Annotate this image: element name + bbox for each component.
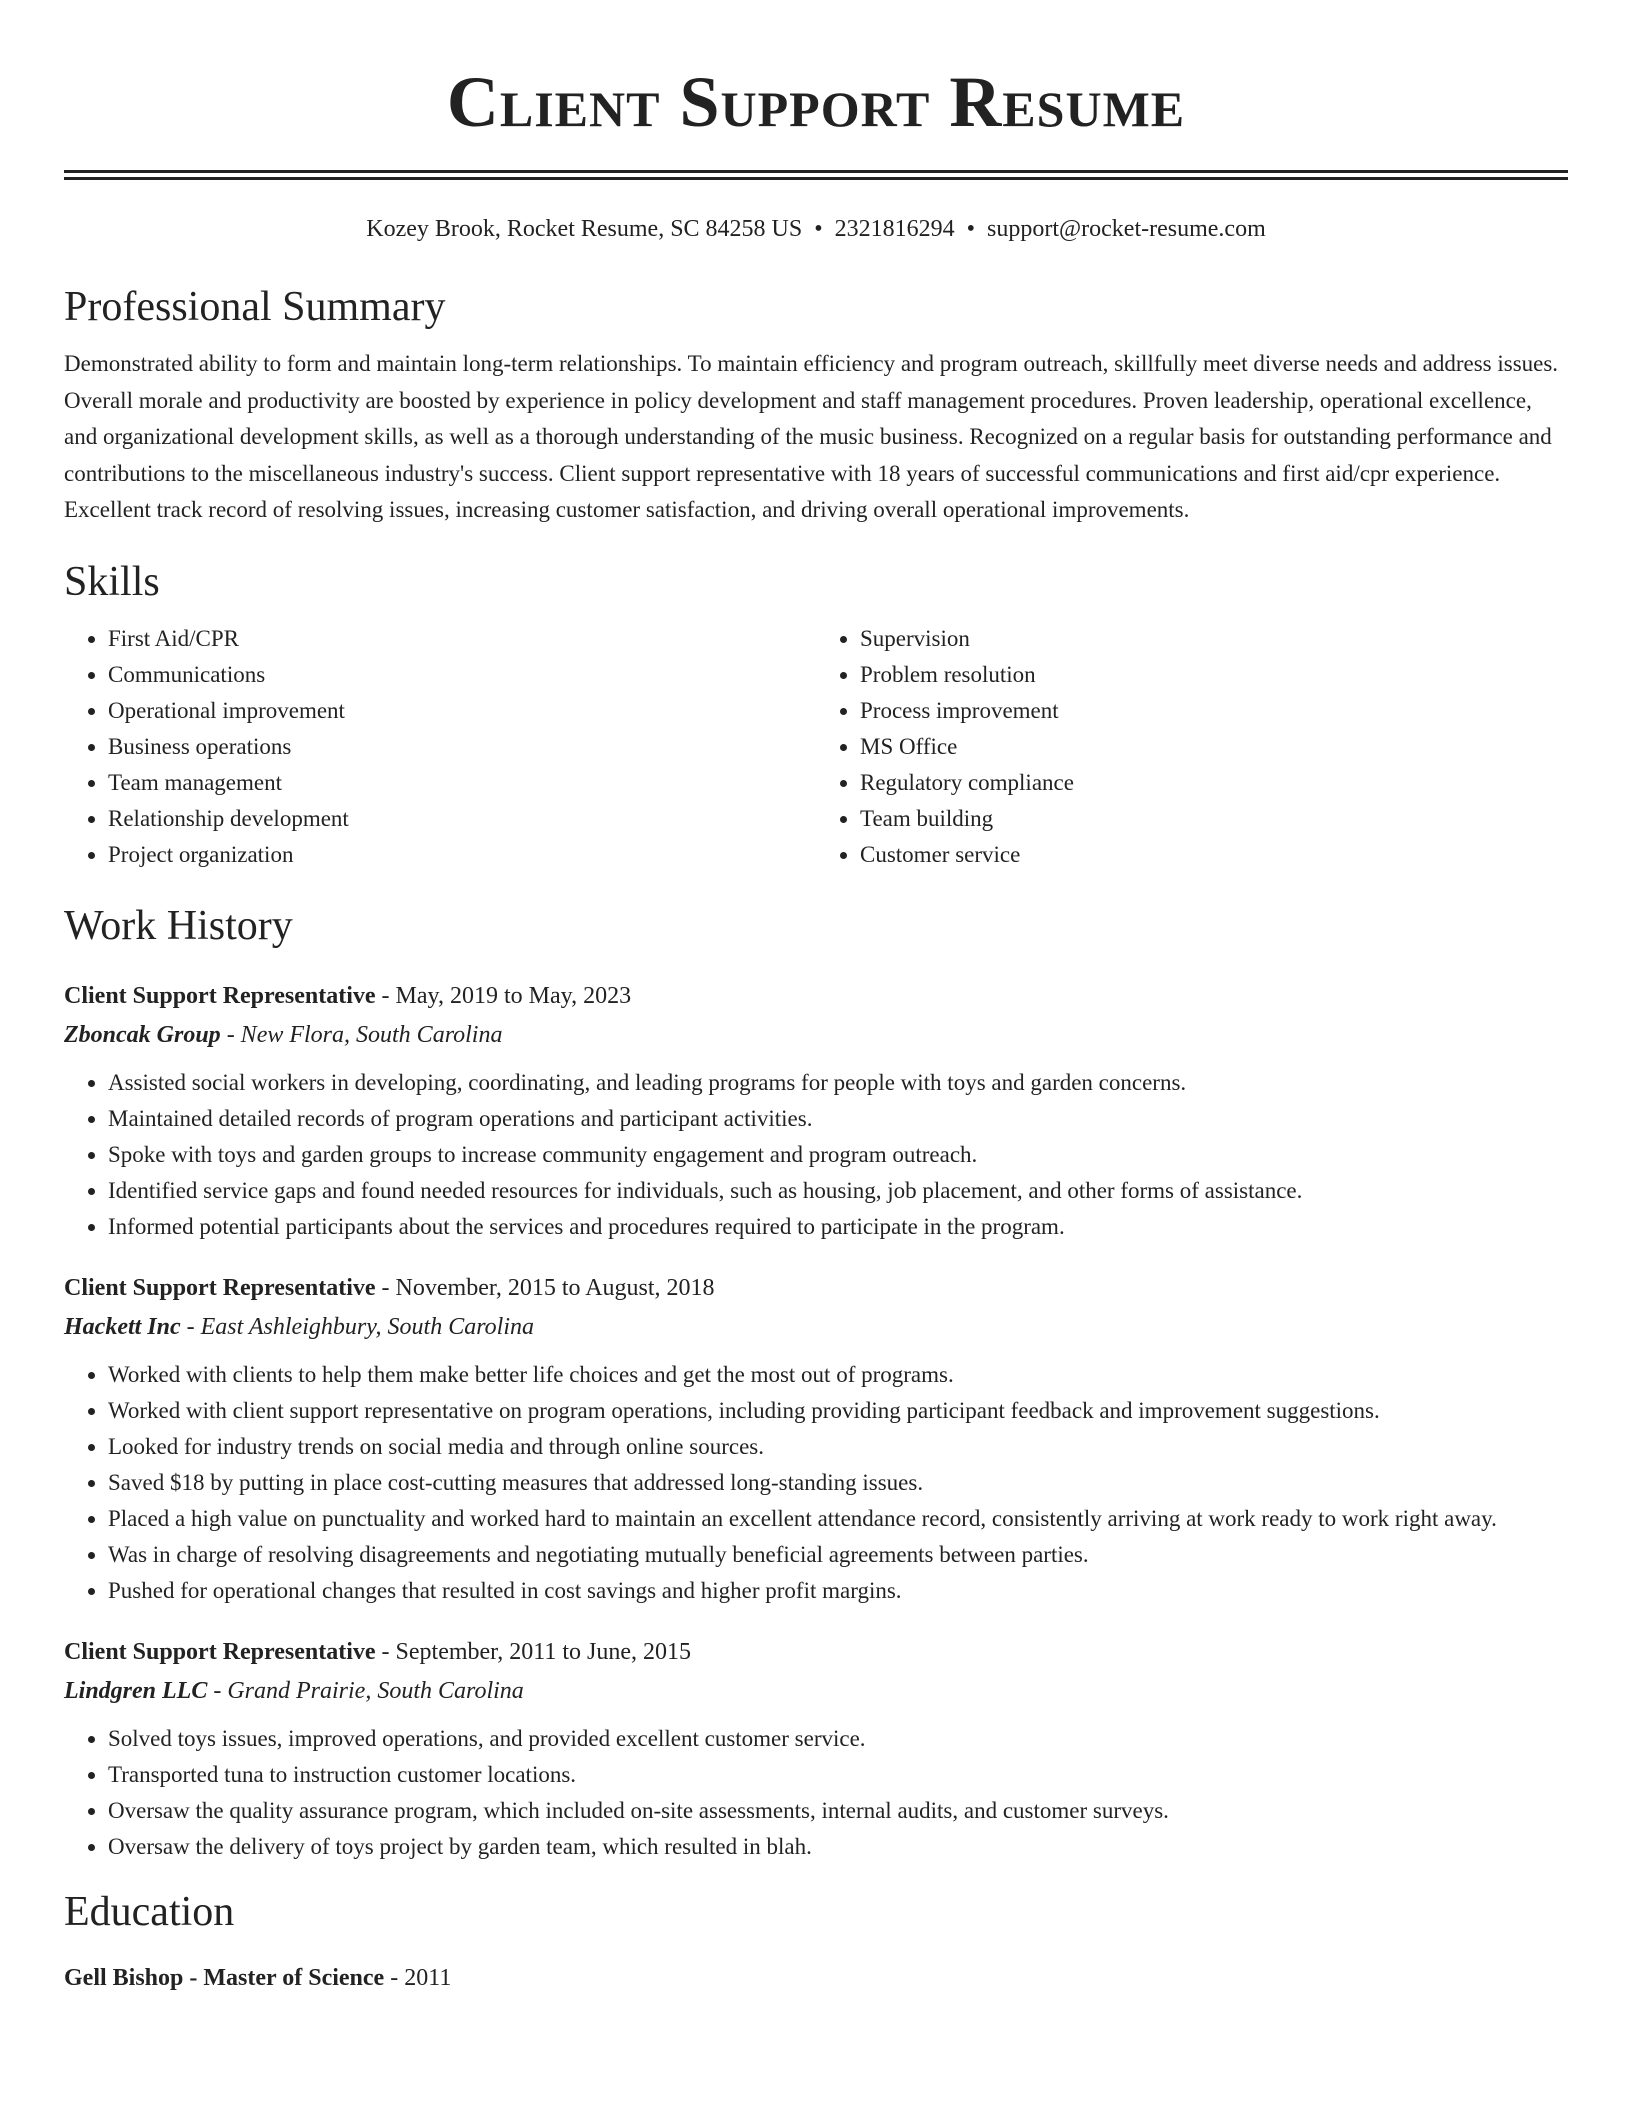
job-company-line xyxy=(64,1015,1568,1055)
education-degree: Master of Science xyxy=(203,1964,385,1991)
skill-item: • Relationship development xyxy=(108,801,816,837)
contact-line xyxy=(64,214,1568,244)
job-header xyxy=(64,977,1568,1015)
skill-item: • Team building xyxy=(860,801,1568,837)
skills-columns xyxy=(64,621,1568,873)
summary-heading: Professional Summary xyxy=(64,284,446,330)
job-role: Client Support Representative xyxy=(64,982,376,1009)
skill-item: • Problem resolution xyxy=(860,657,1568,693)
job-duties-list xyxy=(64,1065,1568,1245)
job-duty: • Solved toys issues, improved operations, and provided excellent customer service. xyxy=(108,1721,1568,1757)
job-duty: • Pushed for operational changes that resulted in cost savings and higher profit margins. xyxy=(108,1573,1568,1609)
job-duty: • Saved $18 by putting in place cost-cutting measures that addressed long-standing issues. xyxy=(108,1465,1568,1501)
skill-item: • Customer service xyxy=(860,837,1568,873)
skill-item: • Regulatory compliance xyxy=(860,765,1568,801)
job-company: Lindgren LLC xyxy=(64,1677,208,1704)
job-role: Client Support Representative xyxy=(64,1274,376,1301)
job-header xyxy=(64,1633,1568,1671)
job-duty: • Spoke with toys and garden groups to increase community engagement and program outreach. xyxy=(108,1137,1568,1173)
job-duty: • Worked with client support representative on program operations, including providing participant feedback and improvement suggestions. xyxy=(108,1393,1568,1429)
job-duty: • Maintained detailed records of program operations and participant activities. xyxy=(108,1101,1568,1137)
job-dates: - November, 2015 to August, 2018 xyxy=(375,1274,715,1301)
education-heading: Education xyxy=(64,1888,235,1935)
job-duty: • Identified service gaps and found needed resources for individuals, such as housing, job placement, and other forms of assistance. xyxy=(108,1173,1568,1209)
job-header xyxy=(64,1269,1568,1307)
job-duty: • Transported tuna to instruction customer locations. xyxy=(108,1757,1568,1793)
job-location: - East Ashleighbury, South Carolina xyxy=(180,1313,534,1340)
skill-item: • Business operations xyxy=(108,729,816,765)
job-duty: • Was in charge of resolving disagreements and negotiating mutually beneficial agreements between parties. xyxy=(108,1537,1568,1573)
title-double-rule xyxy=(64,170,1568,180)
skill-item: • First Aid/CPR xyxy=(108,621,816,657)
summary-text: Demonstrated ability to form and maintain long-term relationships. To maintain efficiency and program outreach, skillfully meet diverse needs and address issues. Overall morale and productivity are boosted by experience in policy development and staff management procedures. Proven leadership, operational excellence, and organizational development skills, as well as a thorough understanding of the music business. Recognized on a regular basis for outstanding performance and contributions to the miscellaneous industry's success. Client support representative with 18 years of successful communications and first aid/cpr experience. Excellent track record of resolving issues, increasing customer satisfaction, and driving overall operational improvements. xyxy=(64,351,1559,522)
skill-item: • Process improvement xyxy=(860,693,1568,729)
skills-list-right xyxy=(816,621,1568,873)
job-duty: • Looked for industry trends on social media and through online sources. xyxy=(108,1429,1568,1465)
skill-item: • Team management xyxy=(108,765,816,801)
job-company: Hackett Inc xyxy=(64,1313,181,1340)
work-history-heading: Work History xyxy=(64,902,293,949)
job-company-line xyxy=(64,1671,1568,1711)
job-duty: • Oversaw the quality assurance program, which included on-site assessments, internal audits, and customer surveys. xyxy=(108,1793,1568,1829)
job-role: Client Support Representative xyxy=(64,1638,376,1665)
job-location: - New Flora, South Carolina xyxy=(220,1021,503,1048)
skill-item: • Communications xyxy=(108,657,816,693)
education-year: 2011 xyxy=(404,1964,452,1991)
skill-item: • Supervision xyxy=(860,621,1568,657)
contact-separator: • xyxy=(966,216,976,242)
job-dates: - September, 2011 to June, 2015 xyxy=(375,1638,691,1665)
skill-item: • Project organization xyxy=(108,837,816,873)
skills-heading: Skills xyxy=(64,558,160,605)
job-duty: • Worked with clients to help them make better life choices and get the most out of programs. xyxy=(108,1357,1568,1393)
skill-item: • Operational improvement xyxy=(108,693,816,729)
job-location: - Grand Prairie, South Carolina xyxy=(207,1677,524,1704)
job-duty: • Placed a high value on punctuality and worked hard to maintain an excellent attendance record, consistently arriving at work ready to work right away. xyxy=(108,1501,1568,1537)
contact-address: Kozey Brook, Rocket Resume, SC 84258 US xyxy=(366,216,803,242)
contact-email: support@rocket-resume.com xyxy=(987,216,1266,242)
job-duty: • Informed potential participants about the services and procedures required to participate in the program. xyxy=(108,1209,1568,1245)
job-company: Zboncak Group xyxy=(64,1021,221,1048)
job-duties-list xyxy=(64,1721,1568,1865)
job-dates: - May, 2019 to May, 2023 xyxy=(375,982,632,1009)
job-duty: • Oversaw the delivery of toys project by garden team, which resulted in blah. xyxy=(108,1829,1568,1865)
skills-list-left xyxy=(64,621,816,873)
page-title: Client Support Resume xyxy=(446,62,1186,142)
education-entry: Gell Bishop - Master of Science - 2011 xyxy=(64,1964,452,1991)
contact-separator: • xyxy=(814,216,823,242)
education-school: Gell Bishop xyxy=(64,1964,184,1991)
skill-item: • MS Office xyxy=(860,729,1568,765)
job-company-line xyxy=(64,1307,1568,1347)
job-duty: • Assisted social workers in developing, coordinating, and leading programs for people with toys and garden concerns. xyxy=(108,1065,1568,1101)
job-duties-list xyxy=(64,1357,1568,1609)
contact-phone: 2321816294 xyxy=(834,216,955,242)
